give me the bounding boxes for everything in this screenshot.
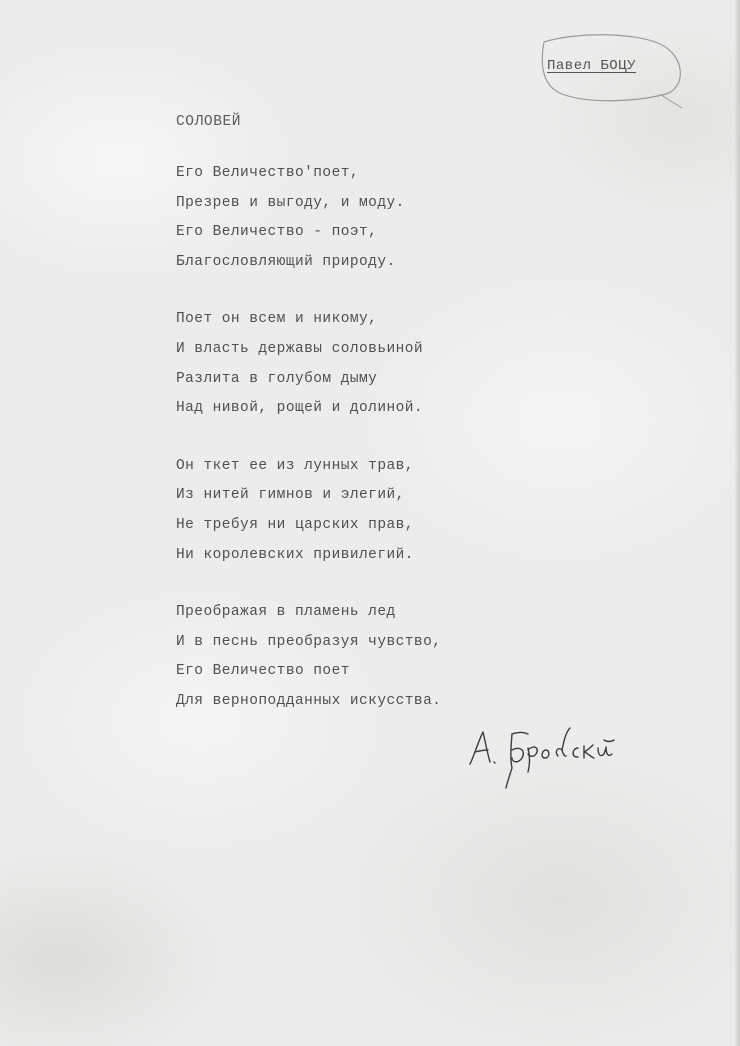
poem-body [176,159,441,745]
stanza [176,159,441,277]
poem-line: Над нивой, рощей и долиной. [176,400,424,417]
poem-line: Ни королевских привилегий. [176,546,414,563]
poem-line: Преображая в пламень лед [176,604,396,621]
poem-line: Его Величество'поет, [176,165,360,181]
poem-line: Презрев и выгоду, и моду. [176,194,405,211]
poem-line: И в песнь преобразуя чувство, [176,633,442,650]
poem-line: Разлита в голубом дыму [176,370,378,387]
poem-line: Благословляющий природу. [176,253,396,270]
stanza [176,598,441,716]
poem-line: Он ткет ее из лунных трав, [176,457,414,474]
poem-line: Его Величество - поэт, [176,224,378,241]
stamp-label: Павел БОЦУ [547,58,637,74]
signature-drawing [466,720,626,790]
poem-line: Для верноподданных искусства. [176,692,442,709]
poem-line: Из нитей гимнов и элегий, [176,487,405,504]
handwritten-signature [466,720,626,790]
stanza [176,452,441,570]
paper-edge-shadow [734,0,740,1046]
poem-title: СОЛОВЕЙ [176,114,242,130]
stanza [176,305,441,423]
poem-line: Не требуя ни царских прав, [176,516,414,533]
author-stamp [536,34,684,112]
poem-line: Его Величество поет [176,663,350,680]
poem-line: Поет он всем и никому, [176,311,378,328]
poem-line: И власть державы соловьиной [176,340,424,357]
